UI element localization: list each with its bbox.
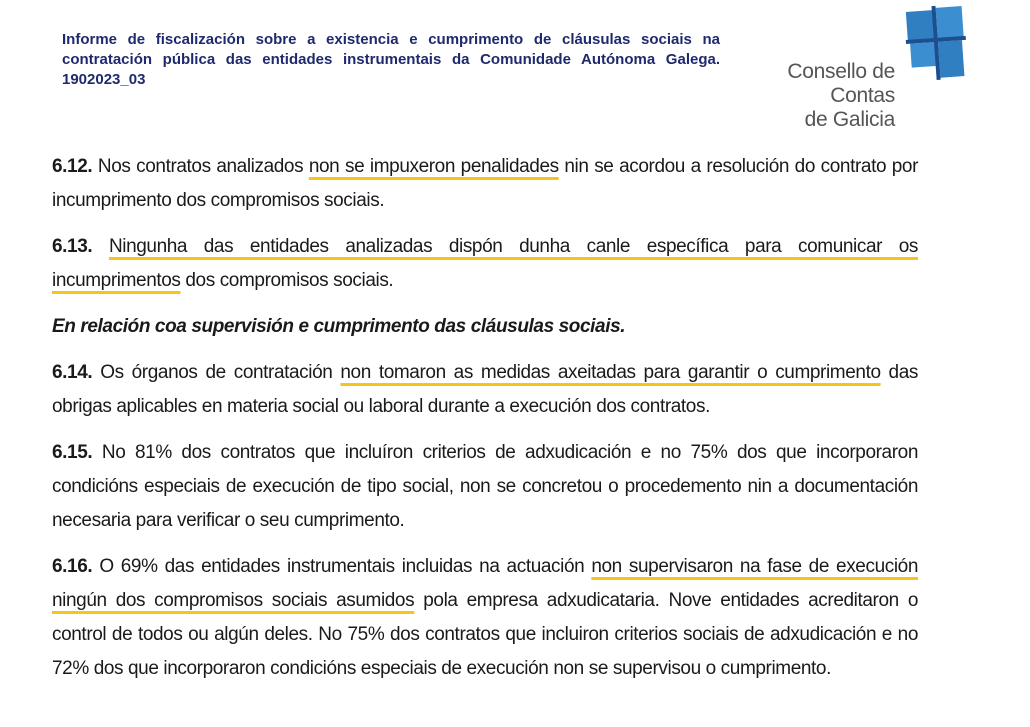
highlighted-text: Ningunha das entidades analizadas dispón dunha canle específica para comunicar os incumprimentos bbox=[52, 236, 918, 291]
paragraph-number: 6.14. bbox=[52, 362, 93, 383]
paragraph-6-14 bbox=[52, 356, 918, 424]
paragraph-text bbox=[92, 236, 109, 257]
paragraph-text: das obrigas aplicables en materia social ou laboral durante a execución dos contratos. bbox=[52, 362, 918, 417]
section-heading: En relación coa supervisión e cumprimento das cláusulas sociais. bbox=[52, 316, 626, 337]
logo bbox=[740, 2, 970, 131]
logo-text bbox=[740, 60, 895, 132]
paragraph-6-15 bbox=[52, 436, 918, 538]
logo-cross-icon bbox=[900, 2, 970, 82]
paragraph-text: No 81% dos contratos que incluíron criterios de adxudicación e no 75% dos que incorporaron condicións especiais de execución de tipo social, non se concretou o procedemento nin a documentación necesaria para verificar o seu cumprimento. bbox=[52, 442, 918, 531]
highlighted-text: non tomaron as medidas axeitadas para garantir o cumprimento bbox=[340, 362, 881, 383]
paragraph-text: dos compromisos sociais. bbox=[180, 270, 394, 291]
paragraph-number: 6.13. bbox=[52, 236, 93, 257]
paragraph-6-12 bbox=[52, 150, 918, 218]
logo-line-1: Consello de Contas bbox=[787, 60, 895, 107]
highlighted-text: non se impuxeron penalidades bbox=[308, 156, 559, 177]
logo-line-2: de Galicia bbox=[804, 108, 895, 131]
paragraph-6-16 bbox=[52, 550, 918, 686]
paragraph-6-13 bbox=[52, 230, 918, 298]
paragraph-text: O 69% das entidades instrumentais incluidas na actuación bbox=[92, 556, 592, 577]
highlighted-text: non supervisaron na fase de execución ningún dos compromisos sociais asumidos bbox=[52, 556, 918, 611]
paragraph-number: 6.12. bbox=[52, 156, 93, 177]
paragraph-text: Nos contratos analizados bbox=[92, 156, 309, 177]
paragraph-text: pola empresa adxudicataria. Nove entidades acreditaron o control de todos ou algún deles. No 75% dos contratos que incluiron criterios sociais de adxudicación e no 72% dos que incorporaron condicións especiais de execución non se supervisou o cumprimento. bbox=[52, 590, 919, 679]
paragraph-number: 6.15. bbox=[52, 442, 93, 463]
paragraph-text: nin se acordou a resolución do contrato por incumprimento dos compromisos sociais. bbox=[52, 156, 919, 211]
report-title: Informe de fiscalización sobre a existencia e cumprimento de cláusulas sociais na contratación pública das entidades instrumentais da Comunidade Autónoma Galega. 1902023_03 bbox=[62, 31, 720, 88]
report-body bbox=[52, 150, 918, 698]
paragraph-text: Os órganos de contratación bbox=[92, 362, 341, 383]
paragraph-number: 6.16. bbox=[52, 556, 93, 577]
